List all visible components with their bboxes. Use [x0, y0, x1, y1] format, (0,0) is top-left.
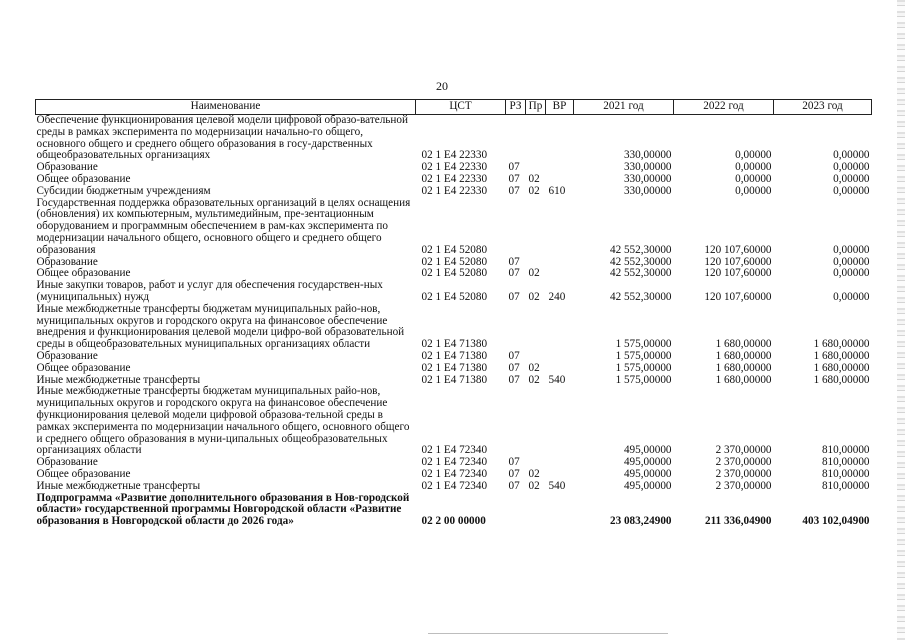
row-amount-2023: 810,00000 — [821, 467, 870, 480]
row-amount-2023: 0,00000 — [833, 149, 870, 162]
row-amount-2021: 1 575,00000 — [615, 361, 672, 374]
row-vr — [546, 304, 574, 351]
row-cst: 02 1 E4 72340 — [421, 467, 488, 480]
row-amount-2022: 0,00000 — [735, 161, 772, 174]
row-vr — [546, 115, 574, 163]
row-amount-2021: 330,00000 — [623, 172, 672, 185]
row-pr: 02 — [528, 172, 540, 185]
row-cst: 02 1 E4 52080 — [421, 267, 488, 280]
row-amount-2022: 120 107,60000 — [704, 290, 772, 303]
row-amount-2023: 1 680,00000 — [813, 338, 870, 351]
row-rz: 07 — [508, 267, 520, 280]
row-name: Иные межбюджетные трансферты — [36, 479, 201, 492]
row-name: Образование — [36, 349, 98, 362]
row-amount-2022: 0,00000 — [735, 149, 772, 162]
row-vr — [546, 268, 574, 280]
row-amount-2022: 211 336,04900 — [704, 515, 772, 528]
row-vr: 540 — [548, 373, 566, 386]
row-rz: 07 — [508, 184, 520, 197]
row-vr: 240 — [548, 290, 566, 303]
row-amount-2023: 0,00000 — [833, 267, 870, 280]
row-pr — [526, 304, 546, 351]
row-vr — [546, 363, 574, 375]
table-row — [36, 280, 872, 304]
row-name: Общее образование — [36, 361, 131, 374]
row-cst: 02 1 E4 22330 — [421, 149, 488, 162]
row-amount-2022: 1 680,00000 — [715, 349, 772, 362]
row-pr — [526, 115, 546, 163]
row-amount-2023: 1 680,00000 — [813, 361, 870, 374]
row-rz: 07 — [508, 361, 520, 374]
row-cst: 02 1 E4 71380 — [421, 338, 488, 351]
row-rz: 07 — [508, 172, 520, 185]
row-rz — [506, 386, 526, 457]
row-name: Субсидии бюджетным учреждениям — [36, 184, 211, 197]
row-amount-2023: 403 102,04900 — [802, 515, 870, 528]
table-row — [36, 363, 872, 375]
row-cst: 02 1 E4 72340 — [421, 444, 488, 457]
row-pr — [526, 386, 546, 457]
row-rz — [506, 304, 526, 351]
header-cst: ЦСТ — [416, 100, 506, 115]
row-amount-2021: 23 083,24900 — [609, 515, 672, 528]
row-amount-2023: 0,00000 — [833, 172, 870, 185]
scan-edge — [897, 0, 905, 640]
row-pr — [526, 198, 546, 257]
row-vr — [546, 174, 574, 186]
row-name: Государственная поддержка образовательных организаций в целях оснащения (обновления) их компьютерным, мультимедийным, пре-зентационным оборудованием и программным обеспечением в рам-ках эксперимента по модернизации начального общего, основного общего и среднего общего образования — [36, 196, 411, 256]
row-amount-2022: 1 680,00000 — [715, 361, 772, 374]
row-vr: 540 — [548, 479, 566, 492]
row-amount-2023: 810,00000 — [821, 479, 870, 492]
row-name: Иные межбюджетные трансферты бюджетам муниципальных райо-нов, муниципальных округов и городского округа на финансовое обеспечение внедрения и функционирования целевой модели цифро-вой образовательной среды в общеобразовательных муниципальных организациях области — [36, 302, 405, 351]
row-pr: 02 — [528, 467, 540, 480]
header-2023: 2023 год — [774, 100, 872, 115]
budget-table — [35, 99, 872, 528]
row-amount-2022: 120 107,60000 — [704, 267, 772, 280]
row-name: Иные межбюджетные трансферты — [36, 373, 201, 386]
row-amount-2022: 120 107,60000 — [704, 255, 772, 268]
row-cst: 02 2 00 00000 — [421, 515, 486, 528]
row-amount-2023: 0,00000 — [833, 161, 870, 174]
row-name: Иные закупки товаров, работ и услуг для обеспечения государствен-ных (муниципальных) нужд — [36, 279, 383, 303]
row-cst: 02 1 E4 22330 — [421, 161, 488, 174]
row-vr — [546, 198, 574, 257]
row-amount-2021: 1 575,00000 — [615, 349, 672, 362]
row-rz — [506, 115, 526, 163]
row-rz — [506, 198, 526, 257]
header-2021: 2021 год — [574, 100, 674, 115]
header-2022: 2022 год — [674, 100, 774, 115]
row-vr — [546, 493, 574, 528]
row-pr: 02 — [528, 184, 540, 197]
header-vr: ВР — [546, 100, 574, 115]
row-pr: 02 — [528, 479, 540, 492]
row-amount-2021: 42 552,30000 — [609, 255, 672, 268]
row-amount-2021: 495,00000 — [623, 444, 672, 457]
row-amount-2021: 1 575,00000 — [615, 373, 672, 386]
table-header-row — [36, 100, 872, 115]
row-amount-2022: 2 370,00000 — [715, 479, 772, 492]
row-amount-2023: 0,00000 — [833, 243, 870, 256]
row-amount-2021: 330,00000 — [623, 149, 672, 162]
row-name: Обеспечение функционирования целевой модели цифровой образо-вательной среды в рамках эксперимента по модернизации начально-го общего, основного общего и среднего общего образования в госу-дарственных общеобразовательных организациях — [36, 114, 408, 162]
row-name: Общее образование — [36, 467, 131, 480]
row-vr — [546, 351, 574, 363]
row-vr: 610 — [548, 184, 566, 197]
row-rz: 07 — [508, 467, 520, 480]
row-amount-2023: 810,00000 — [821, 444, 870, 457]
scan-artifact-line — [428, 633, 668, 634]
row-rz: 07 — [508, 290, 520, 303]
row-amount-2023: 0,00000 — [833, 184, 870, 197]
row-amount-2021: 495,00000 — [623, 467, 672, 480]
row-cst: 02 1 E4 72340 — [421, 456, 488, 469]
row-amount-2022: 2 370,00000 — [715, 444, 772, 457]
page-number: 20 — [436, 79, 448, 93]
row-rz: 07 — [508, 161, 520, 174]
table-row — [36, 198, 872, 257]
row-cst: 02 1 E4 52080 — [421, 243, 488, 256]
row-vr — [546, 386, 574, 457]
table-row — [36, 469, 872, 481]
row-amount-2023: 1 680,00000 — [813, 349, 870, 362]
row-name: Общее образование — [36, 172, 131, 185]
row-rz: 07 — [508, 479, 520, 492]
row-amount-2022: 120 107,60000 — [704, 243, 772, 256]
row-vr — [546, 162, 574, 174]
row-amount-2021: 1 575,00000 — [615, 338, 672, 351]
row-amount-2023: 1 680,00000 — [813, 373, 870, 386]
row-cst: 02 1 E4 22330 — [421, 172, 488, 185]
row-amount-2021: 42 552,30000 — [609, 243, 672, 256]
row-pr: 02 — [528, 373, 540, 386]
row-rz — [506, 493, 526, 528]
row-cst: 02 1 E4 52080 — [421, 255, 488, 268]
row-cst: 02 1 E4 72340 — [421, 479, 488, 492]
row-amount-2022: 2 370,00000 — [715, 467, 772, 480]
row-amount-2021: 330,00000 — [623, 184, 672, 197]
row-vr — [546, 257, 574, 269]
table-row — [36, 115, 872, 163]
row-cst: 02 1 E4 71380 — [421, 349, 488, 362]
row-cst: 02 1 E4 22330 — [421, 184, 488, 197]
table-row — [36, 386, 872, 457]
row-amount-2022: 1 680,00000 — [715, 338, 772, 351]
row-pr: 02 — [528, 361, 540, 374]
row-name: Иные межбюджетные трансферты бюджетам муниципальных райо-нов, муниципальных округов и городского округа на финансовое обеспечение функционирования целевой модели цифровой образова-тельной среды в рамках эксперимента по модернизации начального общего, основного общего и среднего общего образования в муни-ципальных общеобразовательных организациях области — [36, 385, 410, 457]
header-pr: Пр — [526, 100, 546, 115]
row-amount-2022: 2 370,00000 — [715, 456, 772, 469]
row-pr: 02 — [528, 267, 540, 280]
table-row — [36, 481, 872, 493]
row-amount-2021: 495,00000 — [623, 456, 672, 469]
row-name: Общее образование — [36, 267, 131, 280]
row-amount-2023: 0,00000 — [833, 290, 870, 303]
row-vr — [546, 469, 574, 481]
table-row — [36, 493, 872, 528]
row-name: Образование — [36, 255, 98, 268]
row-name: Образование — [36, 456, 98, 469]
row-rz: 07 — [508, 373, 520, 386]
row-amount-2021: 42 552,30000 — [609, 290, 672, 303]
row-vr — [546, 457, 574, 469]
table-body — [36, 115, 872, 528]
table-row — [36, 174, 872, 186]
row-amount-2023: 0,00000 — [833, 255, 870, 268]
row-amount-2021: 42 552,30000 — [609, 267, 672, 280]
row-cst: 02 1 E4 71380 — [421, 361, 488, 374]
table-row — [36, 351, 872, 363]
row-pr — [526, 493, 546, 528]
row-rz: 07 — [508, 456, 520, 469]
row-rz: 07 — [508, 255, 520, 268]
row-name: Образование — [36, 161, 98, 174]
header-name: Наименование — [36, 100, 416, 115]
row-cst: 02 1 E4 71380 — [421, 373, 488, 386]
row-rz: 07 — [508, 349, 520, 362]
row-amount-2021: 330,00000 — [623, 161, 672, 174]
row-pr: 02 — [528, 290, 540, 303]
row-amount-2022: 0,00000 — [735, 184, 772, 197]
row-amount-2021: 495,00000 — [623, 479, 672, 492]
row-amount-2023: 810,00000 — [821, 456, 870, 469]
row-cst: 02 1 E4 52080 — [421, 290, 488, 303]
row-amount-2022: 1 680,00000 — [715, 373, 772, 386]
row-amount-2022: 0,00000 — [735, 172, 772, 185]
row-name: Подпрограмма «Развитие дополнительного образования в Нов-городской области» государственной программы Новгородской области «Развитие образования в Новгородской области до 2026 года» — [36, 491, 410, 528]
header-rz: РЗ — [506, 100, 526, 115]
table-row — [36, 304, 872, 351]
row-pr — [526, 351, 546, 363]
table-row — [36, 186, 872, 198]
